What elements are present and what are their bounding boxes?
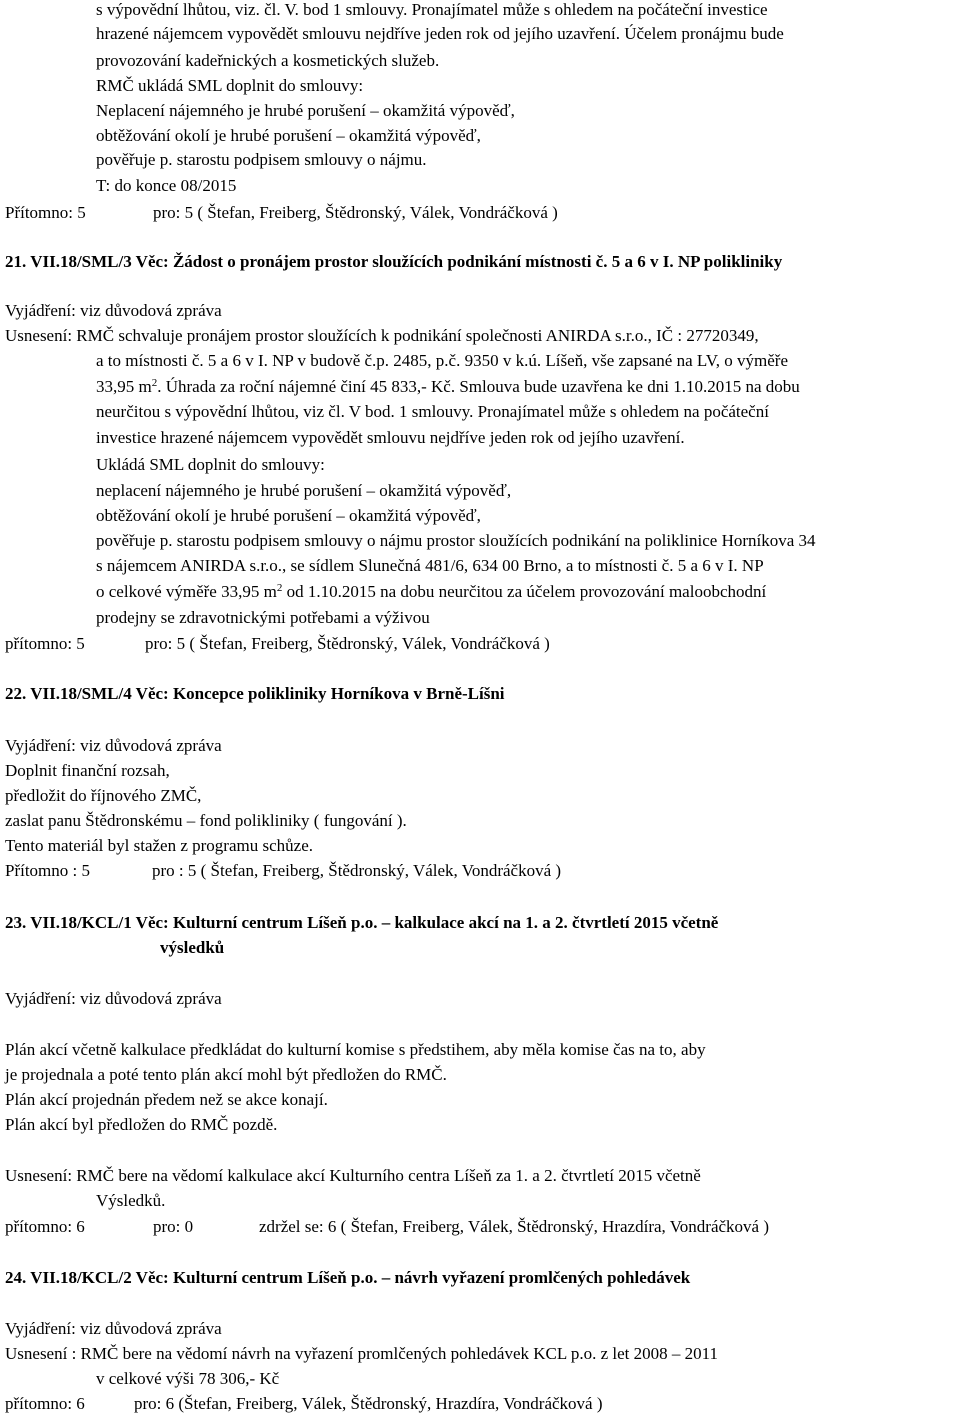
item22-text-line: Tento materiál byl stažen z programu schůze. xyxy=(5,836,313,855)
item21-text-line: a to místnosti č. 5 a 6 v I. NP v budově č.p. 2485, p.č. 9350 v k.ú. Líšeň, vše zapsané na LV, o výměře xyxy=(96,351,789,370)
item23-text-line: Výsledků. xyxy=(96,1191,166,1210)
item20-text-line: Neplacení nájemného je hrubé porušení – okamžitá výpověď, xyxy=(96,101,515,120)
item24-text-line: v celkové výši 78 306,- Kč xyxy=(96,1369,280,1388)
item23-vote-abstain: zdržel se: 6 ( Štefan, Freiberg, Válek, Štědronský, Hrazdíra, Vondráčková ) xyxy=(259,1217,770,1236)
item21-text-line: s nájemcem ANIRDA s.r.o., se sídlem Slunečná 481/6, 634 00 Brno, a to místnosti č. 5 a 6 v I. NP xyxy=(96,556,764,575)
item20-vote-label: Přítomno: 5 xyxy=(5,203,86,222)
item23-vyjadreni: Vyjádření: viz důvodová zpráva xyxy=(5,989,222,1008)
item22-vyjadreni: Vyjádření: viz důvodová zpráva xyxy=(5,736,222,755)
item23-heading-cont: výsledků xyxy=(160,938,225,957)
item20-text-line: pověřuje p. starostu podpisem smlouvy o nájmu. xyxy=(96,150,427,169)
item24-vyjadreni: Vyjádření: viz důvodová zpráva xyxy=(5,1319,222,1338)
item23-vote-pro: pro: 0 xyxy=(153,1217,194,1236)
item20-text-line: hrazené nájemcem vypovědět smlouvu nejdříve jeden rok od jejího uzavření. Účelem pronájmu bude xyxy=(96,24,784,43)
item23-text-line: Plán akcí včetně kalkulace předkládat do kulturní komise s předstihem, aby měla komise čas na to, aby xyxy=(5,1040,706,1059)
item22-heading: 22. VII.18/SML/4 Věc: Koncepce polikliniky Horníkova v Brně-Líšni xyxy=(5,684,505,703)
item21-text-line: Ukládá SML doplnit do smlouvy: xyxy=(96,455,325,474)
item22-vote-result: pro : 5 ( Štefan, Freiberg, Štědronský, Válek, Vondráčková ) xyxy=(152,861,562,880)
item20-vote-result: pro: 5 ( Štefan, Freiberg, Štědronský, Válek, Vondráčková ) xyxy=(153,203,558,222)
item23-heading: 23. VII.18/KCL/1 Věc: Kulturní centrum Líšeň p.o. – kalkulace akcí na 1. a 2. čtvrtletí 2015 včetně xyxy=(5,913,719,932)
item23-text-line: Usnesení: RMČ bere na vědomí kalkulace akcí Kulturního centra Líšeň za 1. a 2. čtvrtletí 2015 včetně xyxy=(5,1166,701,1185)
item20-text-line: obtěžování okolí je hrubé porušení – okamžitá výpověď, xyxy=(96,126,481,145)
item22-text-line: Doplnit finanční rozsah, xyxy=(5,761,170,780)
item21-vyjadreni: Vyjádření: viz důvodová zpráva xyxy=(5,301,222,320)
item20-text-line: RMČ ukládá SML doplnit do smlouvy: xyxy=(96,76,364,95)
item21-text-line: investice hrazené nájemcem vypovědět smlouvu nejdříve jeden rok od jejího uzavření. xyxy=(96,428,685,447)
item21-vote-result: pro: 5 ( Štefan, Freiberg, Štědronský, Válek, Vondráčková ) xyxy=(145,634,550,653)
item24-vote-result: pro: 6 (Štefan, Freiberg, Válek, Štědronský, Hrazdíra, Vondráčková ) xyxy=(134,1394,603,1413)
item21-heading: 21. VII.18/SML/3 Věc: Žádost o pronájem prostor sloužících podnikání místnosti č. 5 a 6 v I. NP polikliniky xyxy=(5,252,783,271)
item21-text-line: pověřuje p. starostu podpisem smlouvy o nájmu prostor sloužících podnikání na poliklinice Horníkova 34 xyxy=(96,531,816,550)
item21-text-line: neurčitou s výpovědní lhůtou, viz čl. V bod. 1 smlouvy. Pronajímatel může s ohledem na počáteční xyxy=(96,402,769,421)
item22-vote-label: Přítomno : 5 xyxy=(5,861,91,880)
item20-text-line: s výpovědní lhůtou, viz. čl. V. bod 1 smlouvy. Pronajímatel může s ohledem na počáteční investice xyxy=(96,0,768,19)
item21-text-line: obtěžování okolí je hrubé porušení – okamžitá výpověď, xyxy=(96,506,481,525)
item24-heading: 24. VII.18/KCL/2 Věc: Kulturní centrum Líšeň p.o. – návrh vyřazení promlčených pohledávek xyxy=(5,1268,691,1287)
item23-text-line: je projednala a poté tento plán akcí mohl být předložen do RMČ. xyxy=(5,1065,447,1084)
item21-text-line: o celkové výměře 33,95 $m^2$ od 1.10.2015 na dobu neurčitou za účelem provozování maloobchodní xyxy=(96,582,767,601)
item21-text-line: neplacení nájemného je hrubé porušení – okamžitá výpověď, xyxy=(96,481,512,500)
item24-text-line: Usnesení : RMČ bere na vědomí návrh na vyřazení promlčených pohledávek KCL p.o. z let 2008 – 2011 xyxy=(5,1344,719,1363)
item23-text-line: Plán akcí projednán předem než se akce konají. xyxy=(5,1090,328,1109)
item21-text-line: prodejny se zdravotnickými potřebami a výživou xyxy=(96,608,430,627)
item22-text-line: zaslat panu Štědronskému – fond polikliniky ( fungování ). xyxy=(5,811,407,830)
item24-vote-label: přítomno: 6 xyxy=(5,1394,85,1413)
item22-text-line: předložit do říjnového ZMČ, xyxy=(5,786,202,805)
item20-text-line: provozování kadeřnických a kosmetických služeb. xyxy=(96,51,440,70)
item21-text-line: 33,95 $m^2$. Úhrada za roční nájemné činí 45 833,- Kč. Smlouva bude uzavřena ke dni 1.10.2015 na dobu xyxy=(96,377,800,396)
item23-vote-label: přítomno: 6 xyxy=(5,1217,85,1236)
item20-deadline: T: do konce 08/2015 xyxy=(96,176,237,195)
item21-vote-label: přítomno: 5 xyxy=(5,634,85,653)
item21-text-line: Usnesení: RMČ schvaluje pronájem prostor sloužících k podnikání společnosti ANIRDA s.r.o., IČ : 27720349, xyxy=(5,326,759,345)
item23-text-line: Plán akcí byl předložen do RMČ pozdě. xyxy=(5,1115,278,1134)
